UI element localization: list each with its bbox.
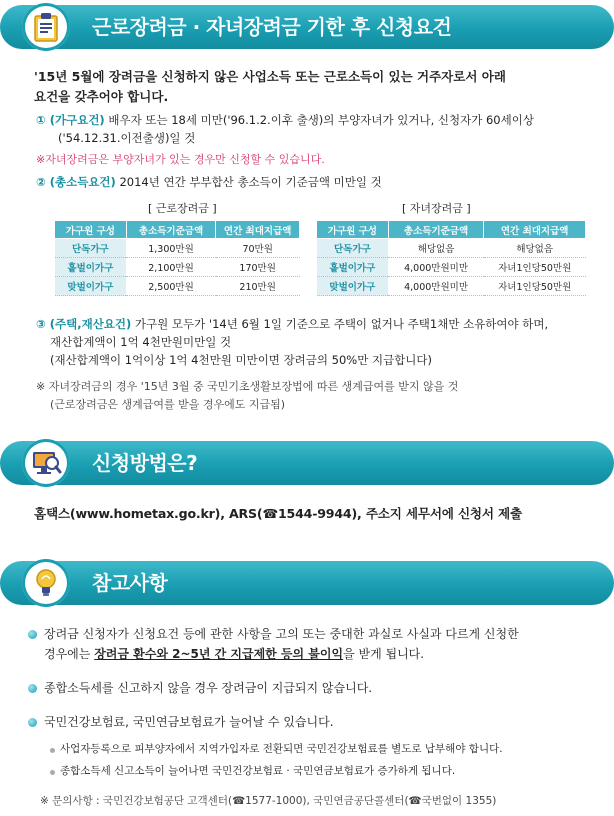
table-cell: 홑벌이가구 [317,258,389,277]
table-cell: 210만원 [216,277,300,296]
table-row [317,277,586,296]
requirement-income [36,174,382,191]
note-item-3: 국민건강보험료, 국민연금보험료가 늘어날 수 있습니다. [44,715,334,729]
requirement-text: 가구원 모두가 '14년 6월 1일 기준으로 주택이 없거나 주택1채만 소유하여야 하며, [131,317,549,331]
bullet-icon [28,684,37,693]
table-work-incentive [54,220,300,296]
section-title: 근로장려금 · 자녀장려금 기한 후 신청요건 [92,15,452,39]
intro-line-1: '15년 5월에 장려금을 신청하지 않은 사업소득 또는 근로소득이 있는 거주자로서 아래 [34,69,506,84]
table-header: 연간 최대지급액 [484,221,586,239]
table-cell: 2,500만원 [126,277,216,296]
table-header: 연간 최대지급액 [216,221,300,239]
table-row [317,239,586,258]
note-item-2: 종합소득세를 신고하지 않을 경우 장려금이 지급되지 않습니다. [44,681,373,695]
note-sub-item-1: 사업자등록으로 피부양자에서 지역가입자로 전환되면 국민건강보험료를 별도로 납부해야 합니다. [60,743,503,755]
note-text: 을 받게 됩니다. [343,647,425,661]
child-note: ※자녀장려금은 부양자녀가 있는 경우만 신청할 수 있습니다. [36,153,325,166]
table-child-incentive [316,220,586,296]
contact-info: ※ 문의사항 : 국민건강보험공단 고객센터(☎1577-1000), 국민연금공단콜센터(☎국번없이 1355) [40,795,497,807]
table-cell: 단독가구 [55,239,127,258]
lightbulb-icon [22,559,70,607]
how-to-apply-text: 홈택스(www.hometax.go.kr), ARS(☎1544-9944), 주소지 세무서에 신청서 제출 [34,506,522,521]
table-cell: 맞벌이가구 [317,277,389,296]
table-caption-work: [ 근로장려금 ] [148,202,217,215]
requirement-household-cont: ('54.12.31.이전출생)일 것 [58,131,196,145]
bullet-icon [28,630,37,639]
table-caption-child: [ 자녀장려금 ] [402,202,471,215]
table-cell: 맞벌이가구 [55,277,127,296]
note-text: 경우에는 [44,647,95,661]
requirement-property-cont: 재산합계액이 1억 4천만원미만일 것 [50,335,232,349]
requirement-label: ② (총소득요건) [36,175,116,189]
table-cell: 자녀1인당50만원 [484,258,586,277]
table-cell: 단독가구 [317,239,389,258]
section-title: 신청방법은? [92,451,198,475]
requirement-household [36,112,534,129]
table-header: 총소득기준금액 [388,221,484,239]
requirement-text: 배우자 또는 18세 미만('96.1.2.이후 출생)의 부양자녀가 있거나, 신청자가 60세이상 [104,113,534,127]
section-banner-how-to-apply [0,441,614,485]
table-cell: 홑벌이가구 [55,258,127,277]
table-cell: 해당없음 [484,239,586,258]
child-benefit-note: ※ 자녀장려금의 경우 '15년 3월 중 국민기초생활보장법에 따른 생계급여를 받지 않을 것 [36,380,459,393]
note-item-1-line-2 [44,646,424,663]
table-cell: 4,000만원미만 [388,258,484,277]
requirement-label: ① (가구요건) [36,113,105,127]
requirement-property [36,316,548,333]
table-row [55,239,300,258]
note-item-1-line-1: 장려금 신청자가 신청요건 등에 관한 사항을 고의 또는 중대한 과실로 사실과 다르게 신청한 [44,627,519,641]
table-cell: 1,300만원 [126,239,216,258]
note-sub-item-2: 종합소득세 신고소득이 늘어나면 국민건강보험료 · 국민연금보험료가 증가하게 됩니다. [60,765,456,777]
section-title: 참고사항 [92,571,168,595]
requirement-property-note: (재산합계액이 1억이상 1억 4천만원 미만이면 장려금의 50%만 지급합니다) [50,353,433,367]
table-header: 가구원 구성 [317,221,389,239]
table-cell: 4,000만원미만 [388,277,484,296]
table-cell: 해당없음 [388,239,484,258]
note-emphasis: 장려금 환수와 2~5년 간 지급제한 등의 불이익 [94,647,344,661]
intro-line-2: 요건을 갖추어야 합니다. [34,89,169,104]
table-row [55,258,300,277]
requirement-text: 2014년 연간 부부합산 총소득이 기준금액 미만일 것 [115,175,382,189]
table-row [55,277,300,296]
table-cell: 70만원 [216,239,300,258]
bullet-icon [28,718,37,727]
sub-bullet-icon [50,748,55,753]
sub-bullet-icon [50,770,55,775]
table-row [317,258,586,277]
table-cell: 170만원 [216,258,300,277]
section-banner-requirements [0,5,614,49]
table-header: 가구원 구성 [55,221,127,239]
child-benefit-note-cont: (근로장려금은 생계급여를 받을 경우에도 지급됨) [50,398,286,411]
computer-search-icon [22,439,70,487]
table-header: 총소득기준금액 [126,221,216,239]
section-banner-notes [0,561,614,605]
table-cell: 2,100만원 [126,258,216,277]
table-cell: 자녀1인당50만원 [484,277,586,296]
requirement-label: ③ (주택,재산요건) [36,317,132,331]
clipboard-icon [22,3,70,51]
